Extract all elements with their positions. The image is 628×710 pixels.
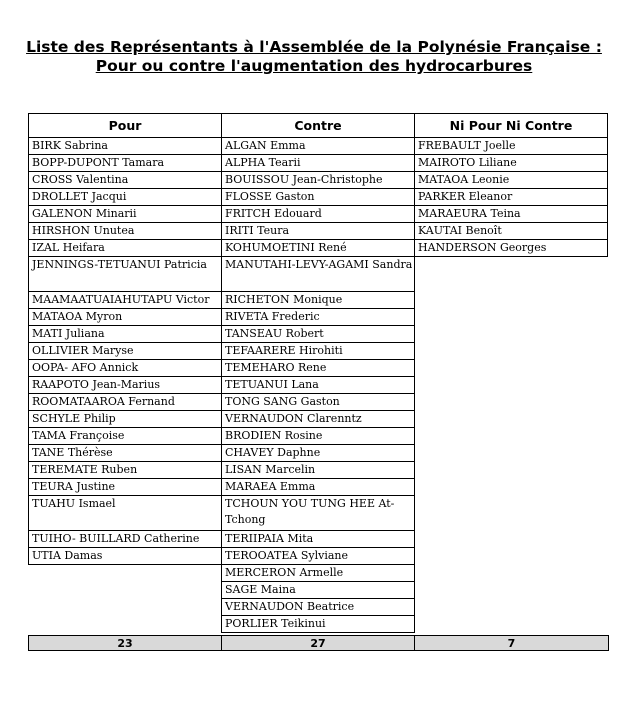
header-contre: Contre — [222, 114, 415, 138]
name-contre: FRITCH Edouard — [222, 206, 415, 223]
total-ni-pour-ni-contre: 7 — [415, 636, 609, 651]
name-ni-pour-ni-contre: MATAOA Leonie — [415, 172, 608, 189]
table-row — [29, 172, 608, 189]
empty-cell — [415, 445, 608, 462]
table-row — [29, 428, 608, 445]
empty-cell — [415, 360, 608, 377]
title-line-1: Liste des Représentants à l'Assemblée de la Polynésie Française : — [26, 38, 602, 56]
name-pour: TEREMATE Ruben — [29, 462, 222, 479]
table-row — [29, 394, 608, 411]
empty-cell — [415, 599, 608, 616]
table-row — [29, 206, 608, 223]
name-contre: MANUTAHI-LEVY-AGAMI Sandra — [222, 257, 415, 292]
name-ni-pour-ni-contre: PARKER Eleanor — [415, 189, 608, 206]
name-contre: CHAVEY Daphne — [222, 445, 415, 462]
header-pour: Pour — [29, 114, 222, 138]
name-pour: MAAMAATUAIAHUTAPU Victor — [29, 292, 222, 309]
empty-cell — [415, 462, 608, 479]
representatives-table — [28, 113, 608, 633]
empty-cell — [29, 616, 222, 633]
table-row — [29, 326, 608, 343]
table-row — [29, 292, 608, 309]
table-row — [29, 445, 608, 462]
name-contre: MARAEA Emma — [222, 479, 415, 496]
name-contre: TERIIPAIA Mita — [222, 531, 415, 548]
name-contre: BOUISSOU Jean-Christophe — [222, 172, 415, 189]
name-pour: TAMA Françoise — [29, 428, 222, 445]
name-contre: LISAN Marcelin — [222, 462, 415, 479]
name-contre: ALGAN Emma — [222, 138, 415, 155]
table-row — [29, 548, 608, 565]
name-pour: TUIHO- BUILLARD Catherine — [29, 531, 222, 548]
name-contre: VERNAUDON Beatrice — [222, 599, 415, 616]
name-pour: TEURA Justine — [29, 479, 222, 496]
table-row — [29, 599, 608, 616]
name-pour: UTIA Damas — [29, 548, 222, 565]
table-row — [29, 411, 608, 428]
name-contre: TONG SANG Gaston — [222, 394, 415, 411]
empty-cell — [415, 411, 608, 428]
name-pour: JENNINGS-TETUANUI Patricia — [29, 257, 222, 292]
name-pour: TANE Thérèse — [29, 445, 222, 462]
table-row — [29, 377, 608, 394]
empty-cell — [29, 582, 222, 599]
empty-cell — [415, 428, 608, 445]
header-row — [29, 114, 608, 138]
empty-cell — [415, 377, 608, 394]
name-contre: SAGE Maina — [222, 582, 415, 599]
name-ni-pour-ni-contre: HANDERSON Georges — [415, 240, 608, 257]
name-contre: TEROOATEA Sylviane — [222, 548, 415, 565]
name-contre: FLOSSE Gaston — [222, 189, 415, 206]
name-contre: TEFAARERE Hirohiti — [222, 343, 415, 360]
name-pour: HIRSHON Unutea — [29, 223, 222, 240]
empty-cell — [415, 496, 608, 531]
name-contre: KOHUMOETINI René — [222, 240, 415, 257]
empty-cell — [415, 616, 608, 633]
name-pour: ROOMATAAROA Fernand — [29, 394, 222, 411]
empty-cell — [415, 565, 608, 582]
empty-cell — [415, 479, 608, 496]
name-ni-pour-ni-contre: FREBAULT Joelle — [415, 138, 608, 155]
name-pour: IZAL Heifara — [29, 240, 222, 257]
table-row — [29, 496, 608, 531]
name-contre: IRITI Teura — [222, 223, 415, 240]
empty-cell — [415, 343, 608, 360]
table-row — [29, 462, 608, 479]
table-row — [29, 616, 608, 633]
name-pour: TUAHU Ismael — [29, 496, 222, 531]
name-ni-pour-ni-contre: MARAEURA Teina — [415, 206, 608, 223]
name-pour: CROSS Valentina — [29, 172, 222, 189]
table-row — [29, 240, 608, 257]
empty-cell — [415, 309, 608, 326]
table-row — [29, 155, 608, 172]
title-line-2: Pour ou contre l'augmentation des hydrocarbures — [95, 57, 533, 75]
empty-cell — [415, 531, 608, 548]
name-contre: MERCERON Armelle — [222, 565, 415, 582]
table-row — [29, 223, 608, 240]
name-contre: TCHOUN YOU TUNG HEE At-Tchong — [222, 496, 415, 531]
table-row — [29, 309, 608, 326]
empty-cell — [415, 292, 608, 309]
name-contre: ALPHA Tearii — [222, 155, 415, 172]
total-contre: 27 — [222, 636, 415, 651]
document-title — [0, 38, 628, 76]
empty-cell — [29, 599, 222, 616]
table-row — [29, 479, 608, 496]
name-contre: RIVETA Frederic — [222, 309, 415, 326]
name-pour: MATI Juliana — [29, 326, 222, 343]
table-row — [29, 565, 608, 582]
name-contre: PORLIER Teikinui — [222, 616, 415, 633]
name-contre: TANSEAU Robert — [222, 326, 415, 343]
name-pour: BOPP-DUPONT Tamara — [29, 155, 222, 172]
header-ni-pour-ni-contre: Ni Pour Ni Contre — [415, 114, 608, 138]
name-pour: GALENON Minarii — [29, 206, 222, 223]
table-row — [29, 343, 608, 360]
name-contre: TEMEHARO Rene — [222, 360, 415, 377]
name-contre: BRODIEN Rosine — [222, 428, 415, 445]
table-row — [29, 582, 608, 599]
name-pour: DROLLET Jacqui — [29, 189, 222, 206]
name-pour: OOPA- AFO Annick — [29, 360, 222, 377]
empty-cell — [415, 394, 608, 411]
name-pour: MATAOA Myron — [29, 309, 222, 326]
name-contre: VERNAUDON Clarenntz — [222, 411, 415, 428]
name-pour: SCHYLE Philip — [29, 411, 222, 428]
empty-cell — [415, 326, 608, 343]
name-pour: BIRK Sabrina — [29, 138, 222, 155]
name-contre: TETUANUI Lana — [222, 377, 415, 394]
table-row — [29, 360, 608, 377]
table-row — [29, 257, 608, 292]
name-pour: RAAPOTO Jean-Marius — [29, 377, 222, 394]
name-ni-pour-ni-contre: KAUTAI Benoît — [415, 223, 608, 240]
total-pour: 23 — [29, 636, 222, 651]
table-row — [29, 189, 608, 206]
table-row — [29, 138, 608, 155]
table-row — [29, 531, 608, 548]
name-contre: RICHETON Monique — [222, 292, 415, 309]
totals-row — [28, 635, 609, 651]
empty-cell — [29, 565, 222, 582]
empty-cell — [415, 548, 608, 565]
name-ni-pour-ni-contre: MAIROTO Liliane — [415, 155, 608, 172]
empty-cell — [415, 257, 608, 292]
name-pour: OLLIVIER Maryse — [29, 343, 222, 360]
empty-cell — [415, 582, 608, 599]
